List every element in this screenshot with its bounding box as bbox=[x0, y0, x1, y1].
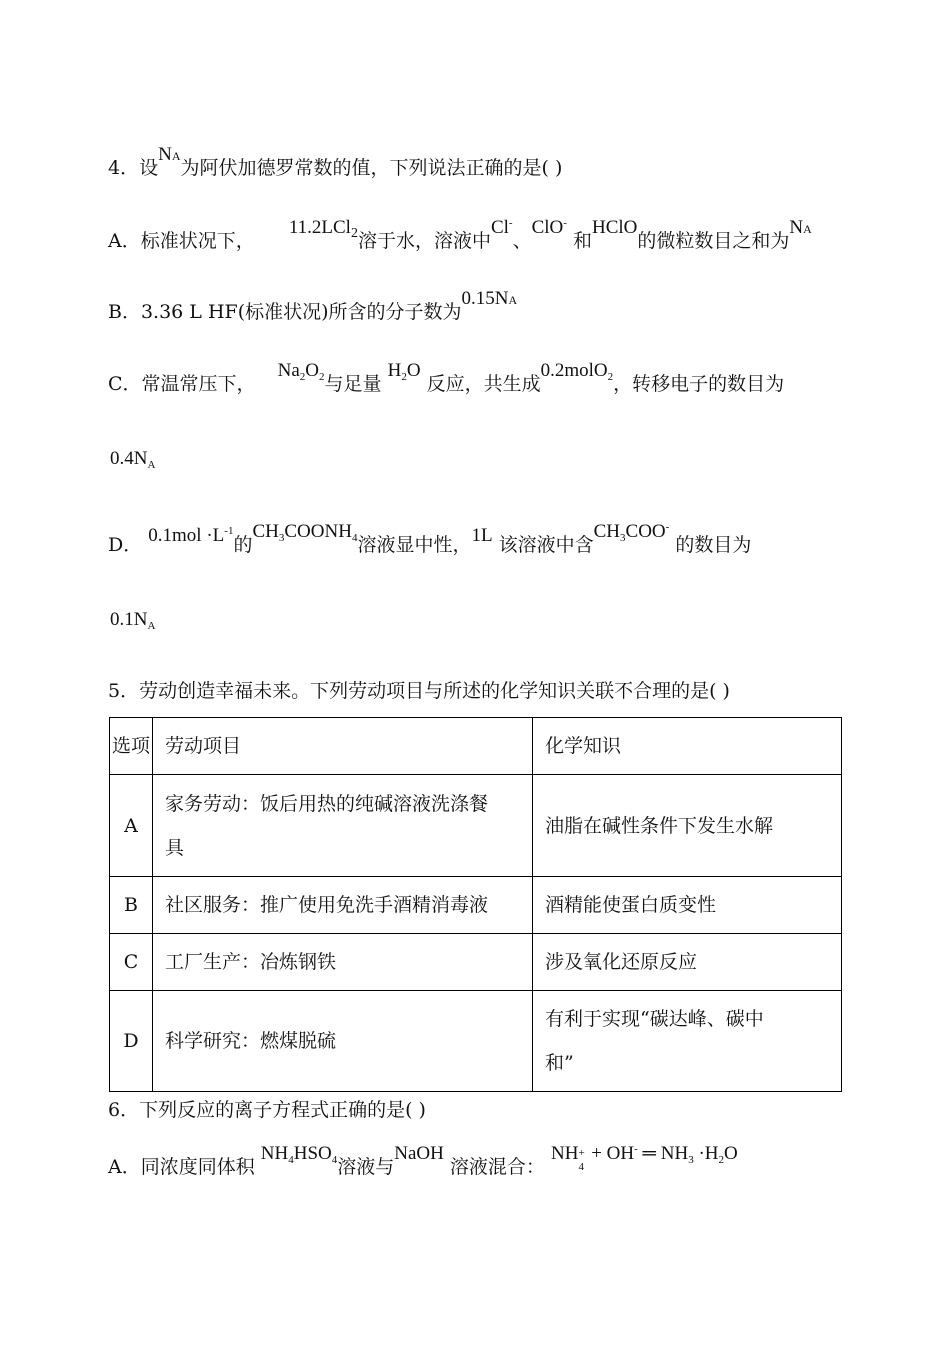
formula-0.1na: $0.1N_A$ bbox=[110, 609, 156, 632]
table-row: D 科学研究：燃煤脱硫 有利于实现“碳达峰、碳中 和” bbox=[110, 991, 842, 1092]
q4-option-b: B．3.36 L HF(标准状况)所含的分子数为0.15NA bbox=[108, 288, 518, 323]
ionic-equation: NH + 4 + OH- ═ $NH_3 \cdot H_2O$ bbox=[550, 1143, 738, 1173]
formula-clo-ion: ClO- bbox=[531, 217, 567, 238]
formula-1l: 1L bbox=[471, 525, 493, 546]
q4-stem bbox=[108, 144, 563, 182]
q4-number: 4．设 bbox=[108, 157, 159, 179]
formula-0.1mol-per-l: $0.1mol \cdot L^{-1}$ bbox=[148, 525, 234, 546]
q5-table bbox=[109, 717, 842, 1092]
formula-naoh: NaOH bbox=[394, 1143, 444, 1164]
formula-0.15na: 0.15NA bbox=[461, 288, 518, 309]
na-symbol: NA bbox=[158, 144, 181, 165]
formula-cl-ion: Cl- bbox=[490, 217, 513, 238]
q4-option-c-answer bbox=[110, 446, 155, 473]
formula-na: NA bbox=[789, 217, 812, 238]
table-header-row bbox=[110, 718, 842, 775]
q4-stem-text: 为阿伏加德罗常数的值，下列说法正确的是( ) bbox=[180, 157, 563, 179]
q4-option-d: D． $0.1mol \cdot L^{-1}$的$CH_3COONH_4$溶液显中性，1L 该溶液中含$CH_3COO^-$ 的数目为 bbox=[108, 521, 752, 556]
header-option: 选项 bbox=[110, 718, 153, 775]
header-knowledge: 化学知识 bbox=[533, 718, 842, 775]
q4-option-a: A．标准状况下， 11.2LCl$_2$溶于水，溶液中Cl-、ClO-和HClO的微粒数目之和为NA bbox=[108, 217, 812, 252]
q6-stem: 6．下列反应的离子方程式正确的是( ) bbox=[108, 1099, 426, 1121]
formula-h2o: $H_2O$ bbox=[387, 360, 421, 383]
header-project: 劳动项目 bbox=[153, 718, 533, 775]
formula-11.2lcl2: 11.2LCl$_2$ bbox=[288, 217, 358, 241]
table-row: A 家务劳动：饭后用热的纯碱溶液洗涤餐 具 油脂在碱性条件下发生水解 bbox=[110, 775, 842, 877]
q6-option-a: A．同浓度同体积 $NH_4HSO_4$溶液与NaOH 溶液混合： NH + 4 + OH- ═ $NH_3 \cdot H_2O$ bbox=[108, 1143, 738, 1178]
formula-nh4hso4: $NH_4HSO_4$ bbox=[260, 1143, 338, 1166]
formula-0.4na: $0.4N_A$ bbox=[110, 448, 156, 471]
formula-ch3coo-ion: $CH_3COO^-$ bbox=[593, 521, 670, 544]
formula-0.2molo2: 0.2molO$_2$ bbox=[540, 360, 614, 383]
q4-option-d-answer bbox=[110, 607, 155, 634]
formula-na2o2: $Na_2O_2$ bbox=[277, 360, 325, 383]
q4-option-c: C．常温常压下， $Na_2O_2$与足量 $H_2O$ 反应，共生成0.2molO$_2$，转移电子的数目为 bbox=[108, 360, 785, 395]
q5-stem: 5．劳动创造幸福未来。下列劳动项目与所述的化学知识关联不合理的是( ) bbox=[108, 680, 730, 702]
formula-hclo: HClO bbox=[591, 217, 638, 238]
table-row: C 工厂生产：冶炼钢铁 涉及氧化还原反应 bbox=[110, 934, 842, 991]
table-row: B 社区服务：推广使用免洗手酒精消毒液 酒精能使蛋白质变性 bbox=[110, 877, 842, 934]
formula-ch3coonh4: $CH_3COONH_4$ bbox=[252, 521, 358, 544]
